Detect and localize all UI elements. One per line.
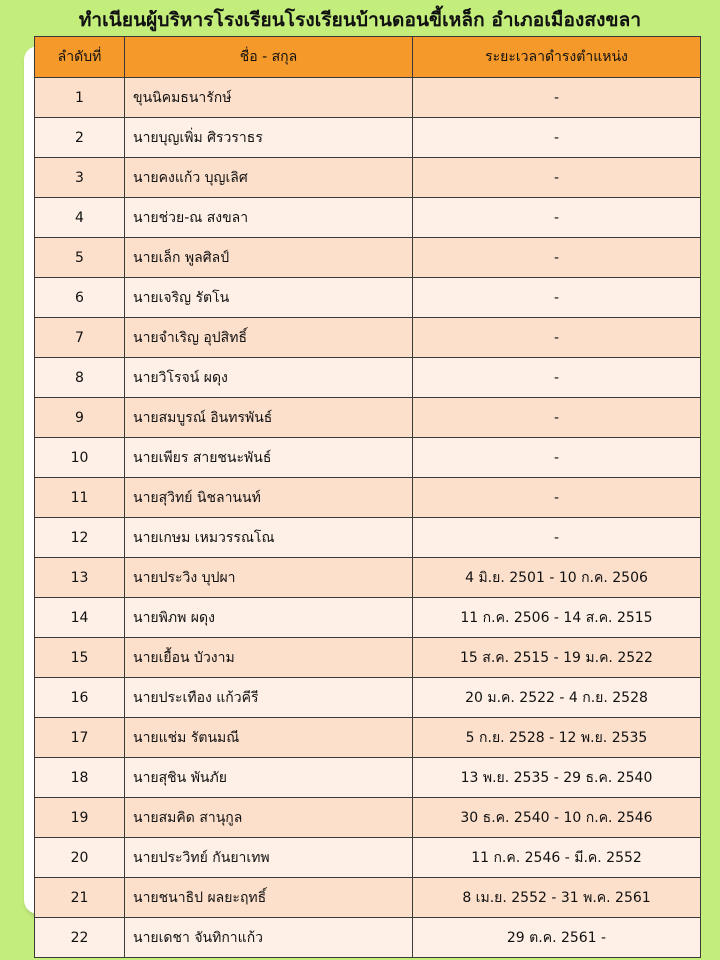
- table-row: [35, 518, 701, 558]
- row-period: -: [413, 478, 701, 518]
- table-row: [35, 798, 701, 838]
- row-name: ขุนนิคมธนารักษ์: [125, 78, 413, 118]
- table-row: [35, 118, 701, 158]
- table-row: [35, 558, 701, 598]
- table-row: [35, 158, 701, 198]
- row-number: 4: [35, 198, 125, 238]
- row-name: นายเดชา จันทิกาแก้ว: [125, 918, 413, 958]
- table-row: [35, 678, 701, 718]
- row-name: นายจำเริญ อุปสิทธิ์: [125, 318, 413, 358]
- row-name: นายเล็ก พูลศิลป์: [125, 238, 413, 278]
- row-name: นายช่วย-ณ สงขลา: [125, 198, 413, 238]
- page-title: ทำเนียนผู้บริหารโรงเรียนโรงเรียนบ้านดอนขี้เหล็ก อำเภอเมืองสงขลา: [78, 9, 642, 31]
- table-row: [35, 238, 701, 278]
- table-row: [35, 758, 701, 798]
- row-number: 3: [35, 158, 125, 198]
- row-period: -: [413, 238, 701, 278]
- row-name: นายเพียร สายชนะพันธ์: [125, 438, 413, 478]
- table-row: [35, 838, 701, 878]
- row-name: นายแช่ม รัตนมณี: [125, 718, 413, 758]
- table-row: [35, 918, 701, 958]
- row-period: -: [413, 118, 701, 158]
- table-row: [35, 718, 701, 758]
- row-period: 30 ธ.ค. 2540 - 10 ก.ค. 2546: [413, 798, 701, 838]
- row-number: 7: [35, 318, 125, 358]
- row-name: นายประวิทย์ กันยาเทพ: [125, 838, 413, 878]
- row-name: นายสมบูรณ์ อินทรพันธ์: [125, 398, 413, 438]
- table-row: [35, 358, 701, 398]
- row-number: 22: [35, 918, 125, 958]
- table-row: [35, 598, 701, 638]
- row-number: 14: [35, 598, 125, 638]
- row-period: 29 ต.ค. 2561 -: [413, 918, 701, 958]
- row-name: นายบุญเพิ่ม ศิรวราธร: [125, 118, 413, 158]
- row-period: -: [413, 78, 701, 118]
- table-row: [35, 278, 701, 318]
- row-period: -: [413, 158, 701, 198]
- row-period: 15 ส.ค. 2515 - 19 ม.ค. 2522: [413, 638, 701, 678]
- header-name: ชื่อ - สกุล: [125, 37, 413, 78]
- row-name: นายสมคิด สานุกูล: [125, 798, 413, 838]
- header-order: ลำดับที่: [35, 37, 125, 78]
- table-header-row: [35, 37, 701, 78]
- table-row: [35, 318, 701, 358]
- row-name: นายพิภพ ผดุง: [125, 598, 413, 638]
- row-number: 20: [35, 838, 125, 878]
- row-period: 20 ม.ค. 2522 - 4 ก.ย. 2528: [413, 678, 701, 718]
- row-number: 11: [35, 478, 125, 518]
- row-name: นายเยื้อน บัวงาม: [125, 638, 413, 678]
- row-period: 8 เม.ย. 2552 - 31 พ.ค. 2561: [413, 878, 701, 918]
- row-number: 8: [35, 358, 125, 398]
- header-period: ระยะเวลาดำรงตำแหน่ง: [413, 37, 701, 78]
- row-number: 18: [35, 758, 125, 798]
- row-period: -: [413, 198, 701, 238]
- table-row: [35, 78, 701, 118]
- row-period: 13 พ.ย. 2535 - 29 ธ.ค. 2540: [413, 758, 701, 798]
- row-name: นายสุวิทย์ นิชลานนท์: [125, 478, 413, 518]
- row-name: นายวิโรจน์ ผดุง: [125, 358, 413, 398]
- table-row: [35, 398, 701, 438]
- row-period: -: [413, 518, 701, 558]
- table-row: [35, 638, 701, 678]
- table-row: [35, 198, 701, 238]
- row-period: -: [413, 318, 701, 358]
- row-number: 9: [35, 398, 125, 438]
- table-row: [35, 878, 701, 918]
- row-period: -: [413, 278, 701, 318]
- row-number: 15: [35, 638, 125, 678]
- row-period: 4 มิ.ย. 2501 - 10 ก.ค. 2506: [413, 558, 701, 598]
- table-row: [35, 438, 701, 478]
- row-number: 13: [35, 558, 125, 598]
- row-number: 10: [35, 438, 125, 478]
- row-number: 1: [35, 78, 125, 118]
- row-name: นายสุชิน พันภัย: [125, 758, 413, 798]
- row-name: นายเจริญ รัตโน: [125, 278, 413, 318]
- row-number: 2: [35, 118, 125, 158]
- row-number: 16: [35, 678, 125, 718]
- row-period: -: [413, 358, 701, 398]
- row-name: นายเกษม เหมวรรณโณ: [125, 518, 413, 558]
- row-period: -: [413, 438, 701, 478]
- table-row: [35, 478, 701, 518]
- row-number: 21: [35, 878, 125, 918]
- administrators-table: [34, 36, 701, 958]
- table-body: [35, 78, 701, 958]
- row-name: นายประวิง บุปผา: [125, 558, 413, 598]
- row-number: 17: [35, 718, 125, 758]
- row-name: นายคงแก้ว บุญเลิศ: [125, 158, 413, 198]
- row-number: 19: [35, 798, 125, 838]
- row-period: 11 ก.ค. 2546 - มี.ค. 2552: [413, 838, 701, 878]
- row-number: 12: [35, 518, 125, 558]
- row-name: นายประเทือง แก้วคีรี: [125, 678, 413, 718]
- row-period: 11 ก.ค. 2506 - 14 ส.ค. 2515: [413, 598, 701, 638]
- row-number: 5: [35, 238, 125, 278]
- row-period: 5 ก.ย. 2528 - 12 พ.ย. 2535: [413, 718, 701, 758]
- row-name: นายชนาธิป ผลยะฤทธิ์: [125, 878, 413, 918]
- row-number: 6: [35, 278, 125, 318]
- row-period: -: [413, 398, 701, 438]
